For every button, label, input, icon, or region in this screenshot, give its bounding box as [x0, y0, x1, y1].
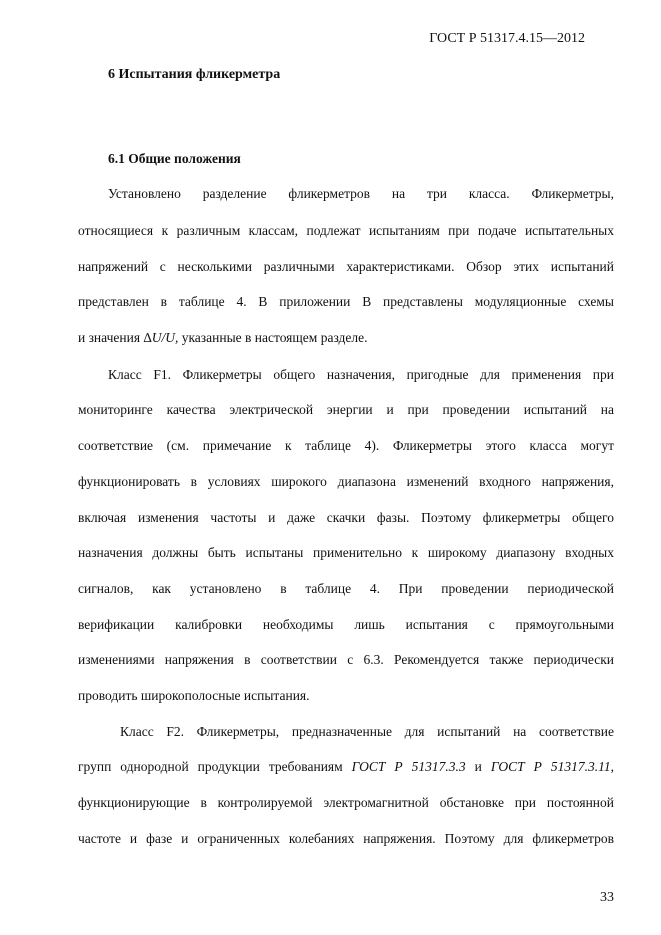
standard-reference: ГОСТ Р 51317.3.3	[351, 759, 466, 774]
section-title: 6 Испытания фликерметра	[108, 67, 281, 82]
text-line: функционировать в условиях широкого диапазона изменений входного напряжения,	[78, 474, 614, 489]
text-line: изменениями напряжения в соответствии с 6.3. Рекомендуется также периодически	[78, 652, 614, 667]
text-line: сигналов, как установлено в таблице 4. При проведении периодической	[78, 581, 614, 596]
text-line: функционирующие в контролируемой электромагнитной обстановке при постоянной	[78, 795, 614, 810]
text-fragment: и	[465, 759, 491, 774]
standard-reference: ГОСТ Р 51317.3.11	[490, 759, 611, 774]
text-line: Класс F1. Фликерметры общего назначения, пригодные для применения при	[108, 367, 614, 382]
text-line: напряжений с несколькими различными характеристиками. Обзор этих испытаний	[78, 259, 614, 274]
text-line: верификации калибровки необходимы лишь испытания с прямоугольными	[78, 617, 614, 632]
document-header: ГОСТ Р 51317.4.15—2012	[429, 31, 585, 46]
text-line: включая изменения частоты и даже скачки фазы. Поэтому фликерметры общего	[78, 510, 614, 525]
text-line: соответствие (см. примечание к таблице 4). Фликерметры этого класса могут	[78, 438, 614, 453]
text-fragment: групп однородной продукции требованиям	[78, 759, 352, 774]
text-line: представлен в таблице 4. В приложении В представлены модуляционные схемы	[78, 294, 614, 309]
text-line: частоте и фазе и ограниченных колебаниях напряжения. Поэтому для фликерметров	[78, 831, 614, 846]
subsection-title: 6.1 Общие положения	[108, 151, 241, 166]
text-line: относящиеся к различным классам, подлежат испытаниям при подаче испытательных	[78, 223, 614, 238]
text-fragment: указанные в настоящем разделе.	[178, 330, 368, 345]
text-line: проводить широкополосные испытания.	[78, 688, 310, 703]
text-line	[78, 757, 614, 777]
text-line: назначения должны быть испытаны применительно к широкому диапазону входных	[78, 545, 614, 560]
text-fragment: ,	[610, 759, 614, 774]
page-number: 33	[600, 890, 614, 905]
text-line: Установлено разделение фликерметров на три класса. Фликерметры,	[108, 186, 614, 201]
text-line	[78, 328, 614, 348]
text-fragment: и значения	[78, 330, 144, 345]
text-line: мониторинге качества электрической энергии и при проведении испытаний на	[78, 402, 614, 417]
formula-delta-u: ∆U/U,	[143, 330, 179, 345]
text-line: Класс F2. Фликерметры, предназначенные для испытаний на соответствие	[120, 724, 614, 739]
